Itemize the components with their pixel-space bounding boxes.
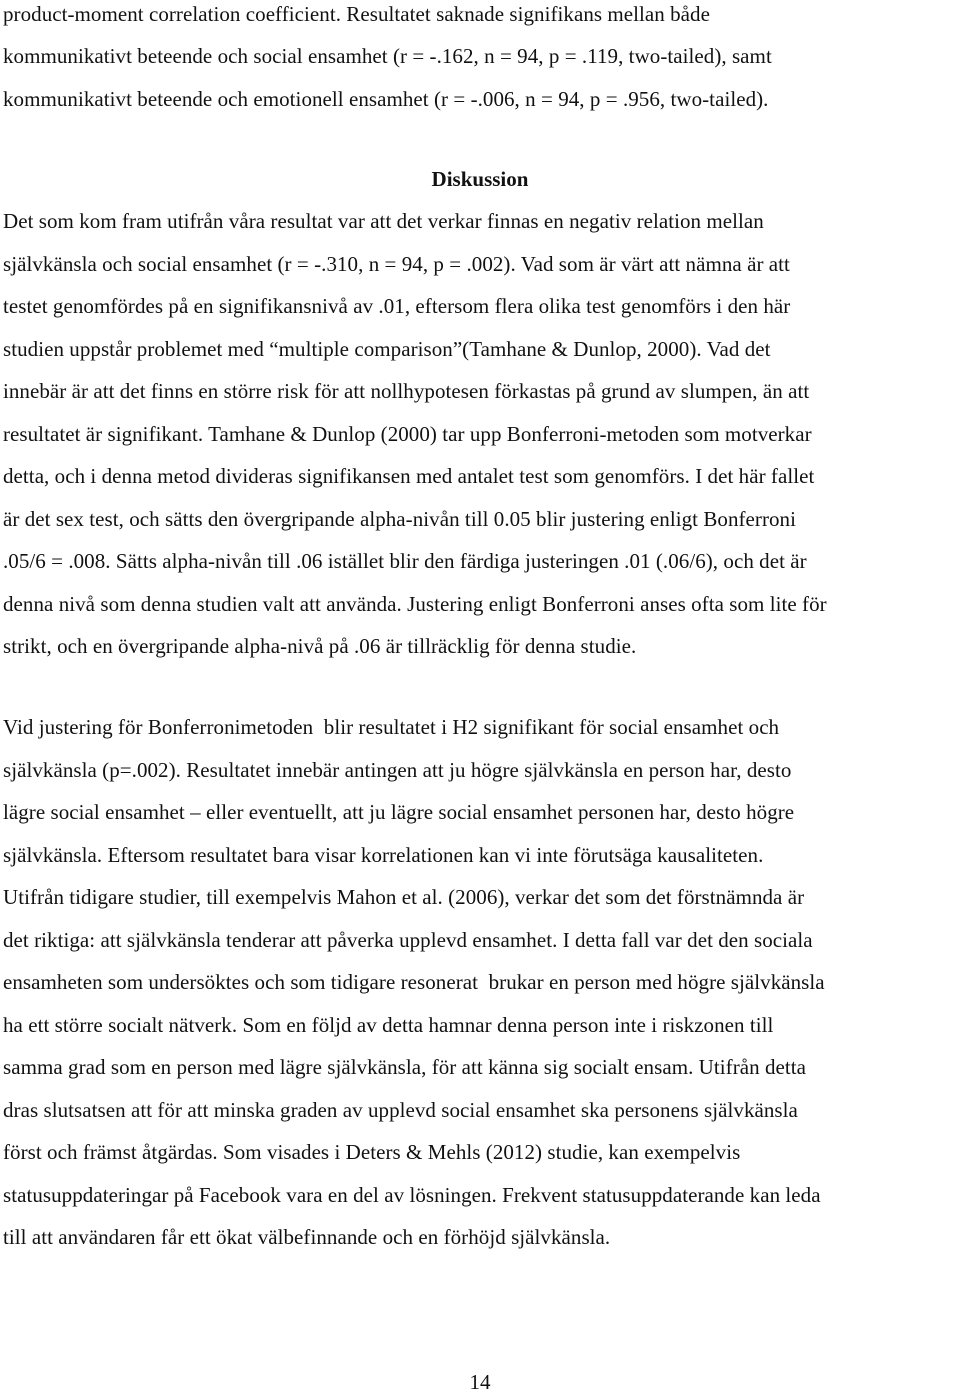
text-line: detta, och i denna metod divideras signifikansen med antalet test som genomförs. I det här fallet [3,464,815,488]
text-line: lägre social ensamhet – eller eventuellt, att ju lägre social ensamhet personen har, desto högre [3,800,795,824]
text-line: kommunikativt beteende och social ensamhet (r = -.162, n = 94, p = .119, two-tailed), samt [3,44,772,68]
text-line: ha ett större socialt nätverk. Som en följd av detta hamnar denna person inte i riskzonen till [3,1013,774,1037]
text-line: product-moment correlation coefficient. Resultatet saknade signifikans mellan både [3,2,710,26]
text-line: Utifrån tidigare studier, till exempelvis Mahon et al. (2006), verkar det som det förstnämnda är [3,885,805,909]
text-line: är det sex test, och sätts den övergripande alpha-nivån till 0.05 blir justering enligt Bonferroni [3,507,796,531]
text-line: strikt, och en övergripande alpha-nivå på .06 är tillräcklig för denna studie. [3,634,637,658]
text-line: studien uppstår problemet med “multiple comparison”(Tamhane & Dunlop, 2000). Vad det [3,337,771,361]
text-line: självkänsla och social ensamhet (r = -.310, n = 94, p = .002). Vad som är värt att nämna är att [3,252,790,276]
text-line: först och främst åtgärdas. Som visades i Deters & Mehls (2012) studie, kan exempelvis [3,1140,741,1164]
text-line: innebär är att det finns en större risk för att nollhypotesen förkastas på grund av slumpen, än att [3,379,810,403]
text-line: självkänsla (p=.002). Resultatet innebär antingen att ju högre självkänsla en person har, desto [3,758,792,782]
section-heading: Diskussion [431,167,529,191]
text-line: testet genomfördes på en signifikansnivå av .01, eftersom flera olika test genomförs i den här [3,294,791,318]
text-line: självkänsla. Eftersom resultatet bara visar korrelationen kan vi inte förutsäga kausaliteten. [3,843,764,867]
page-number: 14 [469,1370,491,1394]
text-line: .05/6 = .008. Sätts alpha-nivån till .06 istället blir den färdiga justeringen .01 (.06/6), och det är [3,549,807,573]
text-line: samma grad som en person med lägre självkänsla, för att känna sig socialt ensam. Utifrån detta [3,1055,807,1079]
text-line: statusuppdateringar på Facebook vara en del av lösningen. Frekvent statusuppdaterande kan leda [3,1183,821,1207]
text-line: till att användaren får ett ökat välbefinnande och en förhöjd självkänsla. [3,1225,611,1249]
text-line: dras slutsatsen att för att minska graden av upplevd social ensamhet ska personens självkänsla [3,1098,798,1122]
text-line: denna nivå som denna studien valt att använda. Justering enligt Bonferroni anses ofta som lite för [3,592,827,616]
text-line: Vid justering för Bonferronimetoden blir resultatet i H2 signifikant för social ensamhet och [3,715,780,739]
text-line: det riktiga: att självkänsla tenderar att påverka upplevd ensamhet. I detta fall var det den sociala [3,928,813,952]
text-line: Det som kom fram utifrån våra resultat var att det verkar finnas en negativ relation mellan [3,209,764,233]
text-line: resultatet är signifikant. Tamhane & Dunlop (2000) tar upp Bonferroni-metoden som motverkar [3,422,812,446]
text-line: kommunikativt beteende och emotionell ensamhet (r = -.006, n = 94, p = .956, two-tailed). [3,87,769,111]
text-line: ensamheten som undersöktes och som tidigare resonerat brukar en person med högre självkänsla [3,970,825,994]
